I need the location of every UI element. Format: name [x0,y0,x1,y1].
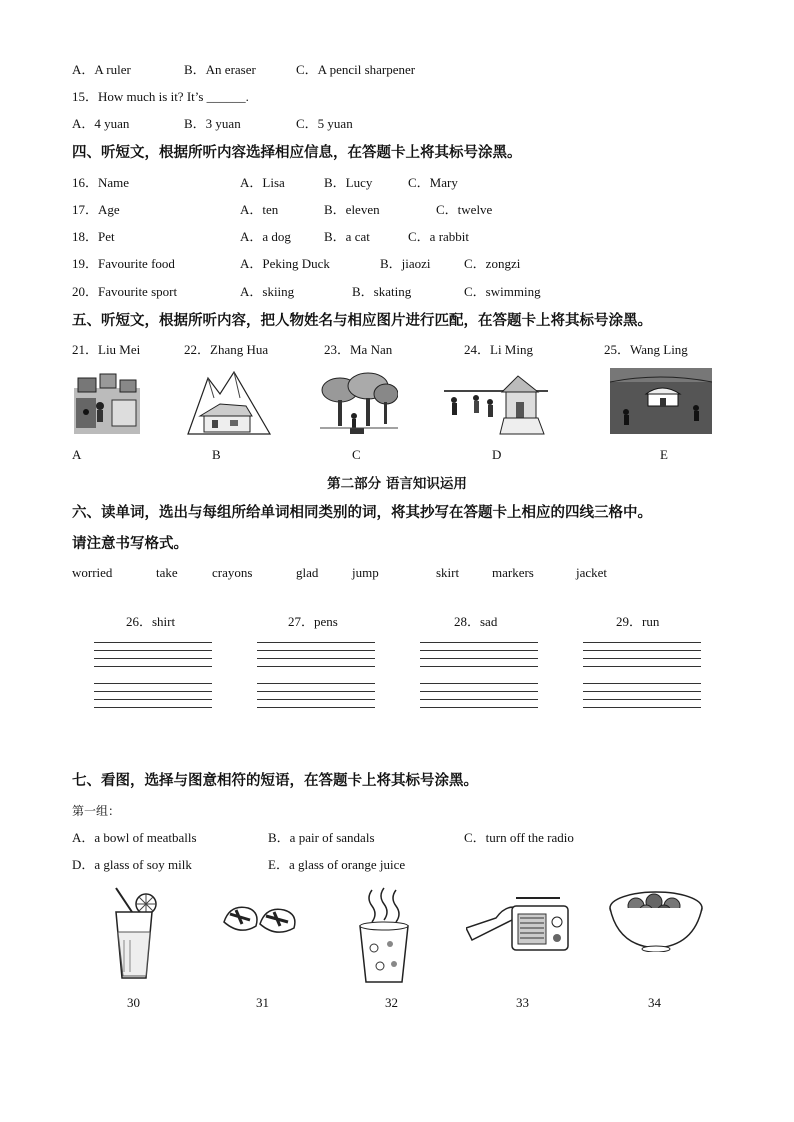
picture-33-number: 33 [516,995,529,1010]
q20-option-b: B．skating [352,284,412,299]
q15-option-a: A．4 yuan [72,116,130,131]
picture-c-trees [320,370,398,436]
option-e-orange-juice: E．a glass of orange juice [268,857,406,872]
word-jacket: jacket [576,565,608,580]
picture-a-street [72,368,142,434]
q17-option-a: A．ten [240,202,279,217]
q17-label: 17．Age [72,202,120,217]
q14-option-c: C．A pencil sharpener [296,62,416,77]
part-two-title: 第二部分 语言知识运用 [327,476,467,492]
q17-option-c: C．twelve [436,202,493,217]
option-d-soy-milk: D．a glass of soy milk [72,857,192,872]
picture-31-sandals [220,894,300,938]
picture-b-letter: B [212,447,221,462]
q19-option-c: C．zongzi [464,256,521,271]
q18-option-b: B．a cat [324,229,370,244]
q16-option-c: C．Mary [408,175,458,190]
q15-option-c: C．5 yuan [296,116,353,131]
picture-b-mountain-house [186,368,272,436]
word-skirt: skirt [436,565,460,580]
section-7-title: 七、看图，选择与图意相符的短语，在答题卡上将其标号涂黑。 [72,773,478,789]
picture-a-letter: A [72,447,82,462]
q20-label: 20．Favourite sport [72,284,178,299]
q28-writing-lines[interactable] [420,642,538,715]
q25-name: 25．Wang Ling [604,342,688,357]
q16-label: 16．Name [72,175,130,190]
picture-32-number: 32 [385,995,398,1010]
option-b-sandals: B．a pair of sandals [268,830,375,845]
q24-name: 24．Li Ming [464,342,533,357]
q26-word: 26．shirt [126,614,176,629]
picture-30-number: 30 [127,995,140,1010]
word-glad: glad [296,565,319,580]
option-c-radio: C．turn off the radio [464,830,574,845]
picture-32-soy-milk [354,886,414,984]
group-one-label: 第一组： [72,804,121,818]
picture-d-letter: D [492,447,502,462]
q15-stem: 15．How much is it? It’s ______. [72,89,249,104]
q17-option-b: B．eleven [324,202,380,217]
q18-option-c: C．a rabbit [408,229,470,244]
section-5-title: 五、听短文，根据所听内容，把人物姓名与相应图片进行匹配，在答题卡上将其标号涂黑。 [72,313,652,329]
q19-option-a: A．Peking Duck [240,256,330,271]
picture-34-meatballs [608,888,704,952]
picture-30-juice-glass [106,884,162,984]
section-6-instruction: 请注意书写格式。 [72,536,188,552]
q19-label: 19．Favourite food [72,256,175,271]
q15-option-b: B．3 yuan [184,116,241,131]
picture-e-letter: E [660,447,668,462]
q14-option-a: A．A ruler [72,62,131,77]
picture-e-grassland [610,368,712,434]
q16-option-a: A．Lisa [240,175,285,190]
q27-writing-lines[interactable] [257,642,375,715]
picture-34-number: 34 [648,995,661,1010]
q18-label: 18．Pet [72,229,115,244]
q29-word: 29．run [616,614,660,629]
picture-d-building [444,372,548,436]
section-4-title: 四、听短文，根据所听内容选择相应信息，在答题卡上将其标号涂黑。 [72,145,522,161]
word-markers: markers [492,565,534,580]
q20-option-a: A．skiing [240,284,295,299]
q14-option-b: B．An eraser [184,62,256,77]
word-crayons: crayons [212,565,253,580]
q19-option-b: B．jiaozi [380,256,431,271]
q23-name: 23．Ma Nan [324,342,393,357]
word-worried: worried [72,565,113,580]
q16-option-b: B．Lucy [324,175,373,190]
q27-word: 27．pens [288,614,338,629]
q22-name: 22．Zhang Hua [184,342,269,357]
word-jump: jump [352,565,379,580]
option-a-meatballs: A．a bowl of meatballs [72,830,197,845]
q20-option-c: C．swimming [464,284,541,299]
q18-option-a: A．a dog [240,229,291,244]
picture-31-number: 31 [256,995,269,1010]
q21-name: 21．Liu Mei [72,342,141,357]
q26-writing-lines[interactable] [94,642,212,715]
word-take: take [156,565,178,580]
picture-33-radio [466,890,572,954]
q28-word: 28．sad [454,614,498,629]
section-6-title: 六、读单词，选出与每组所给单词相同类别的词，将其抄写在答题卡上相应的四线三格中。 [72,505,652,521]
q29-writing-lines[interactable] [583,642,701,715]
picture-c-letter: C [352,447,361,462]
